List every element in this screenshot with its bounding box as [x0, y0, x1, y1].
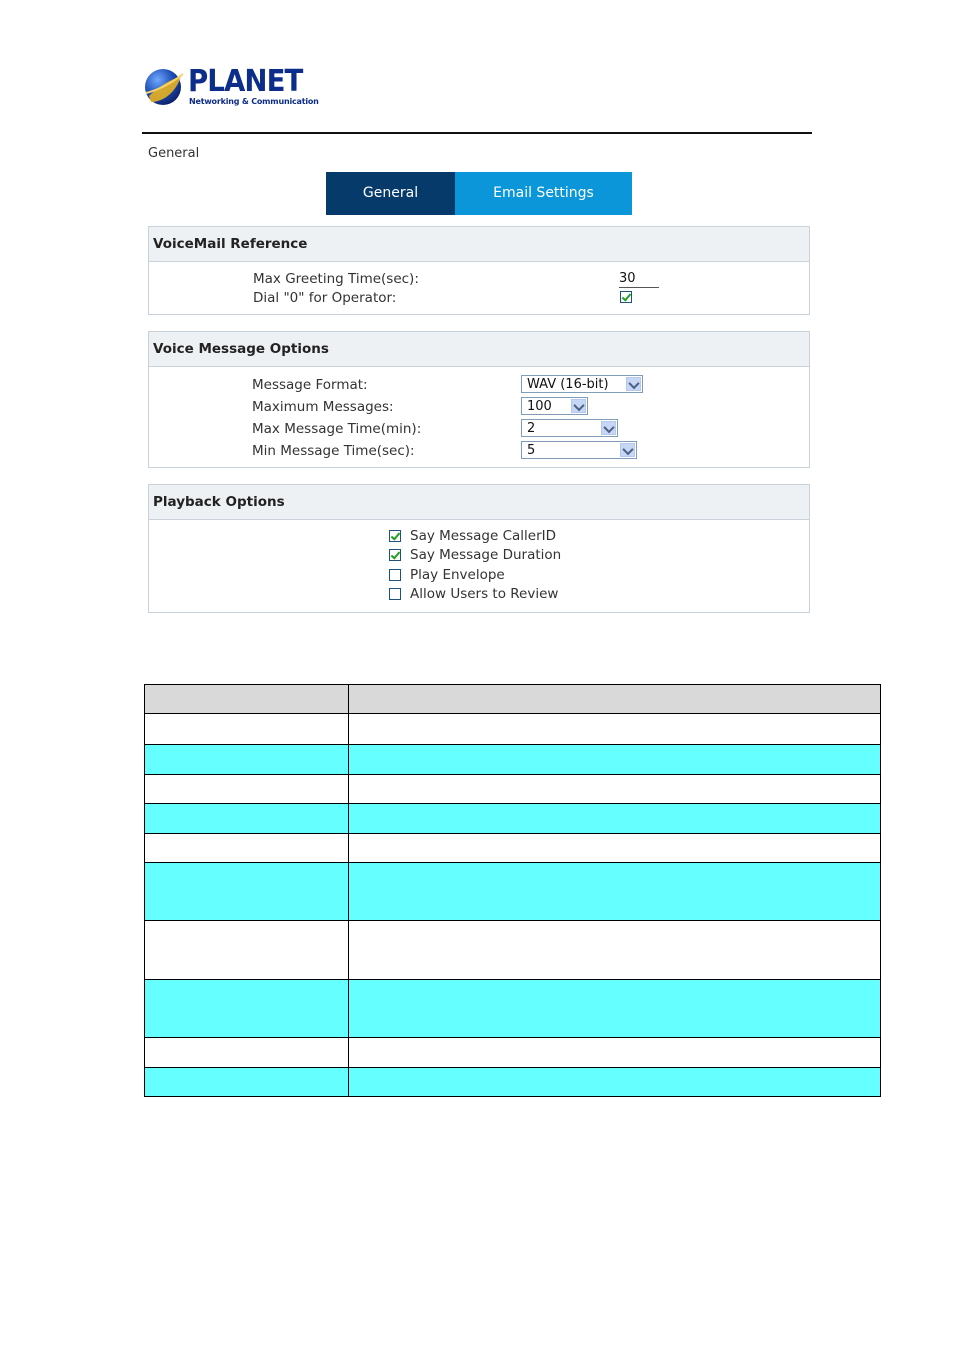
dial-zero-label: Dial "0" for Operator: — [253, 290, 397, 306]
table-row — [145, 921, 881, 980]
table-row — [145, 1038, 881, 1068]
max-greeting-input[interactable]: 30 — [619, 271, 659, 288]
table-cell — [145, 804, 349, 834]
maximum-messages-value: 100 — [527, 399, 552, 414]
tab-email-settings[interactable]: Email Settings — [455, 172, 632, 215]
say-duration-checkbox[interactable] — [389, 549, 401, 561]
max-message-time-value: 2 — [527, 421, 536, 436]
chevron-down-icon — [626, 377, 641, 391]
header-divider — [142, 132, 812, 134]
table-row — [145, 804, 881, 834]
say-duration-label: Say Message Duration — [410, 547, 562, 563]
planet-logo — [143, 64, 319, 112]
table-header-cell — [349, 685, 881, 714]
min-message-time-select[interactable] — [521, 441, 637, 459]
dial-zero-checkbox[interactable] — [620, 291, 632, 303]
breadcrumb: General — [148, 146, 200, 161]
table-row — [145, 714, 881, 745]
min-message-time-label: Min Message Time(sec): — [252, 443, 415, 459]
table-cell — [349, 834, 881, 863]
table-cell — [349, 804, 881, 834]
table-cell — [145, 745, 349, 775]
message-format-label: Message Format: — [252, 377, 368, 393]
max-greeting-label: Max Greeting Time(sec): — [253, 271, 419, 287]
table-cell — [145, 1038, 349, 1068]
table-cell — [145, 863, 349, 921]
chevron-down-icon — [571, 399, 586, 413]
play-envelope-label: Play Envelope — [410, 567, 505, 583]
message-format-value: WAV (16-bit) — [527, 377, 609, 392]
say-callerid-label: Say Message CallerID — [410, 528, 557, 544]
tab-general[interactable]: General — [326, 172, 455, 215]
chevron-down-icon — [601, 421, 616, 435]
maximum-messages-label: Maximum Messages: — [252, 399, 394, 415]
message-format-select[interactable] — [521, 375, 643, 393]
parameter-table — [144, 684, 881, 1097]
chevron-down-icon — [620, 443, 635, 457]
brand-tagline: Networking & Communication — [189, 97, 319, 106]
min-message-time-value: 5 — [527, 443, 536, 458]
voicemail-reference-panel — [148, 226, 810, 315]
table-row — [145, 775, 881, 804]
settings-tabs — [326, 172, 632, 215]
table-cell — [145, 714, 349, 745]
table-header-cell — [145, 685, 349, 714]
voice-message-options-panel — [148, 331, 810, 468]
voicemail-reference-title: VoiceMail Reference — [149, 227, 809, 262]
table-header-row — [145, 685, 881, 714]
play-envelope-checkbox[interactable] — [389, 569, 401, 581]
playback-options-title: Playback Options — [149, 485, 809, 520]
table-cell — [349, 863, 881, 921]
playback-options-panel — [148, 484, 810, 613]
table-cell — [349, 1038, 881, 1068]
max-message-time-select[interactable] — [521, 419, 618, 437]
table-cell — [349, 714, 881, 745]
brand-name: PLANET — [188, 64, 303, 99]
table-row — [145, 980, 881, 1038]
max-message-time-label: Max Message Time(min): — [252, 421, 422, 437]
table-cell — [145, 921, 349, 980]
planet-globe-icon — [143, 66, 185, 108]
table-cell — [349, 775, 881, 804]
maximum-messages-select[interactable] — [521, 397, 588, 415]
say-callerid-checkbox[interactable] — [389, 530, 401, 542]
table-row — [145, 834, 881, 863]
table-row — [145, 745, 881, 775]
allow-review-checkbox[interactable] — [389, 588, 401, 600]
table-cell — [349, 980, 881, 1038]
table-row — [145, 863, 881, 921]
table-cell — [145, 834, 349, 863]
table-cell — [349, 1068, 881, 1097]
table-cell — [145, 775, 349, 804]
table-cell — [145, 1068, 349, 1097]
table-cell — [145, 980, 349, 1038]
allow-review-label: Allow Users to Review — [410, 586, 559, 602]
table-cell — [349, 921, 881, 980]
table-cell — [349, 745, 881, 775]
voice-message-options-title: Voice Message Options — [149, 332, 809, 367]
table-row — [145, 1068, 881, 1097]
